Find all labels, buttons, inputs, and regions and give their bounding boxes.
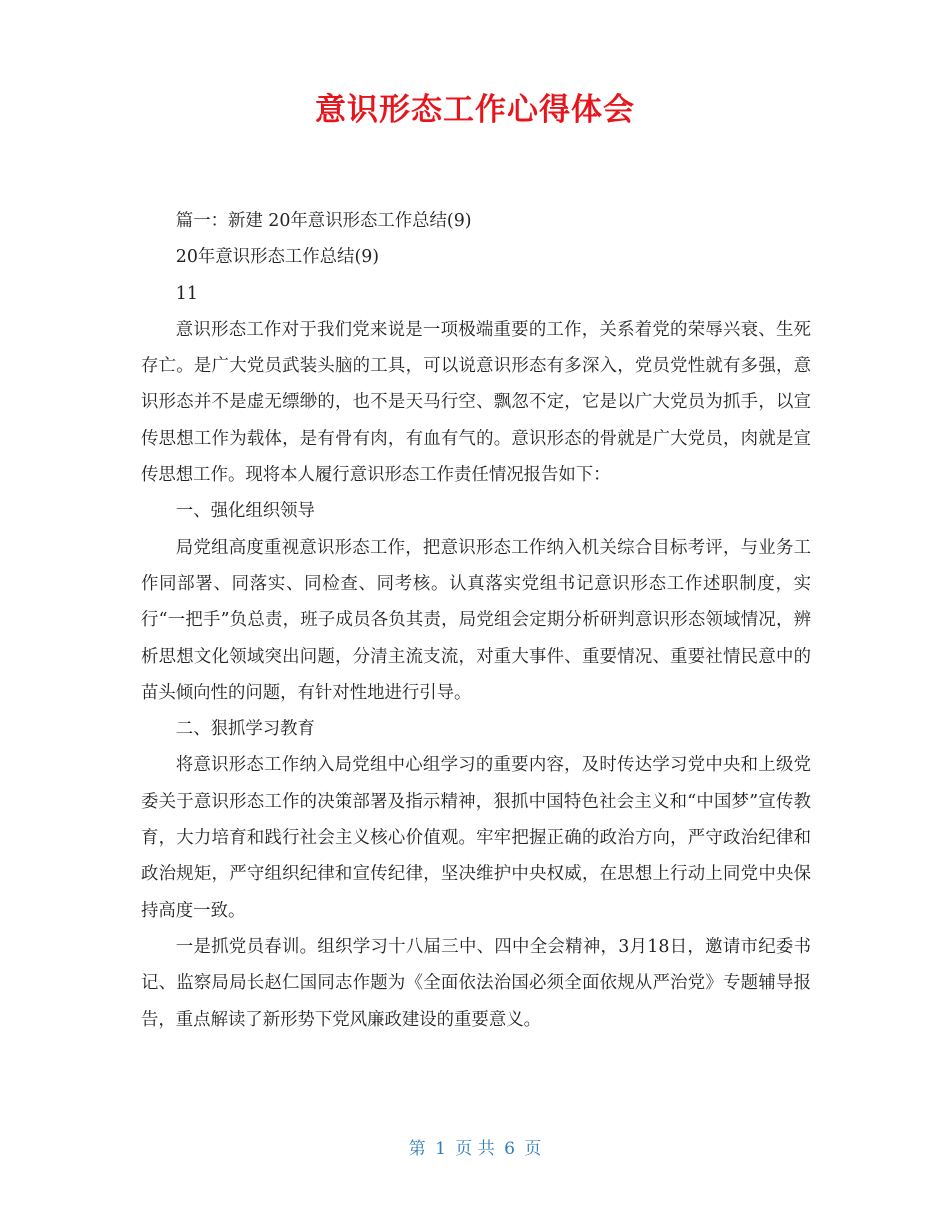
section-heading: 一、强化组织领导 <box>175 501 315 522</box>
page-label-suffix: 页 <box>524 1139 542 1159</box>
body-paragraph: 一是抓党员春训。组织学习十八届三中、四中全会精神，3月18日，邀请市纪委书记、监察局局长赵仁国同志作题为《全面依法治国必须全面依规从严治党》专题辅导报告，重点解读了新形势下党风廉政建设的重要意义。 <box>141 936 811 1030</box>
section-heading: 二、狠抓学习教育 <box>175 719 315 740</box>
page-number: 1 <box>435 1139 446 1159</box>
body-paragraph: 意识形态工作对于我们党来说是一项极端重要的工作，关系着党的荣辱兴衰、生死存亡。是广大党员武装头脑的工具，可以说意识形态有多深入，党员党性就有多强，意识形态并不是虚无缥缈的，也不是天马行空、飘忽不定，它是以广大党员为抓手，以宣传思想工作为载体，是有骨有肉，有血有气的。意识形态的骨就是广大党员，肉就是宣传思想工作。现将本人履行意识形态工作责任情况报告如下： <box>141 319 811 486</box>
document-title: 意识形态工作心得体会 <box>315 92 635 128</box>
number-line: 11 <box>175 283 198 304</box>
body-paragraph: 将意识形态工作纳入局党组中心组学习的重要内容，及时传达学习党中央和上级党委关于意识形态工作的决策部署及指示精神，狠抓中国特色社会主义和“中国梦”宣传教育，大力培育和践行社会主义核心价值观。牢牢把握正确的政治方向，严守政治纪律和政治规矩，严守组织纪律和宣传纪律，坚决维护中央权威，在思想上行动上同党中央保持高度一致。 <box>141 755 811 921</box>
section-heading: 篇一：新建 20年意识形态工作总结(9) <box>175 211 472 231</box>
total-pages: 6 <box>504 1139 515 1159</box>
page-label-mid: 页 共 <box>455 1139 495 1159</box>
body-paragraph: 局党组高度重视意识形态工作，把意识形态工作纳入机关综合目标考评，与业务工作同部署、同落实、同检查、同考核。认真落实党组书记意识形态工作述职制度，实行“一把手”负总责，班子成员各负其责，局党组会定期分析研判意识形态领域情况，辨析思想文化领域突出问题，分清主流支流，对重大事件、重要情况、重要社情民意中的苗头倾向性的问题，有针对性地进行引导。 <box>141 537 811 703</box>
subtitle-line: 20年意识形态工作总结(9) <box>175 247 380 268</box>
document-body <box>141 203 811 1038</box>
page-footer <box>0 1134 950 1159</box>
page-label-prefix: 第 <box>408 1139 426 1159</box>
